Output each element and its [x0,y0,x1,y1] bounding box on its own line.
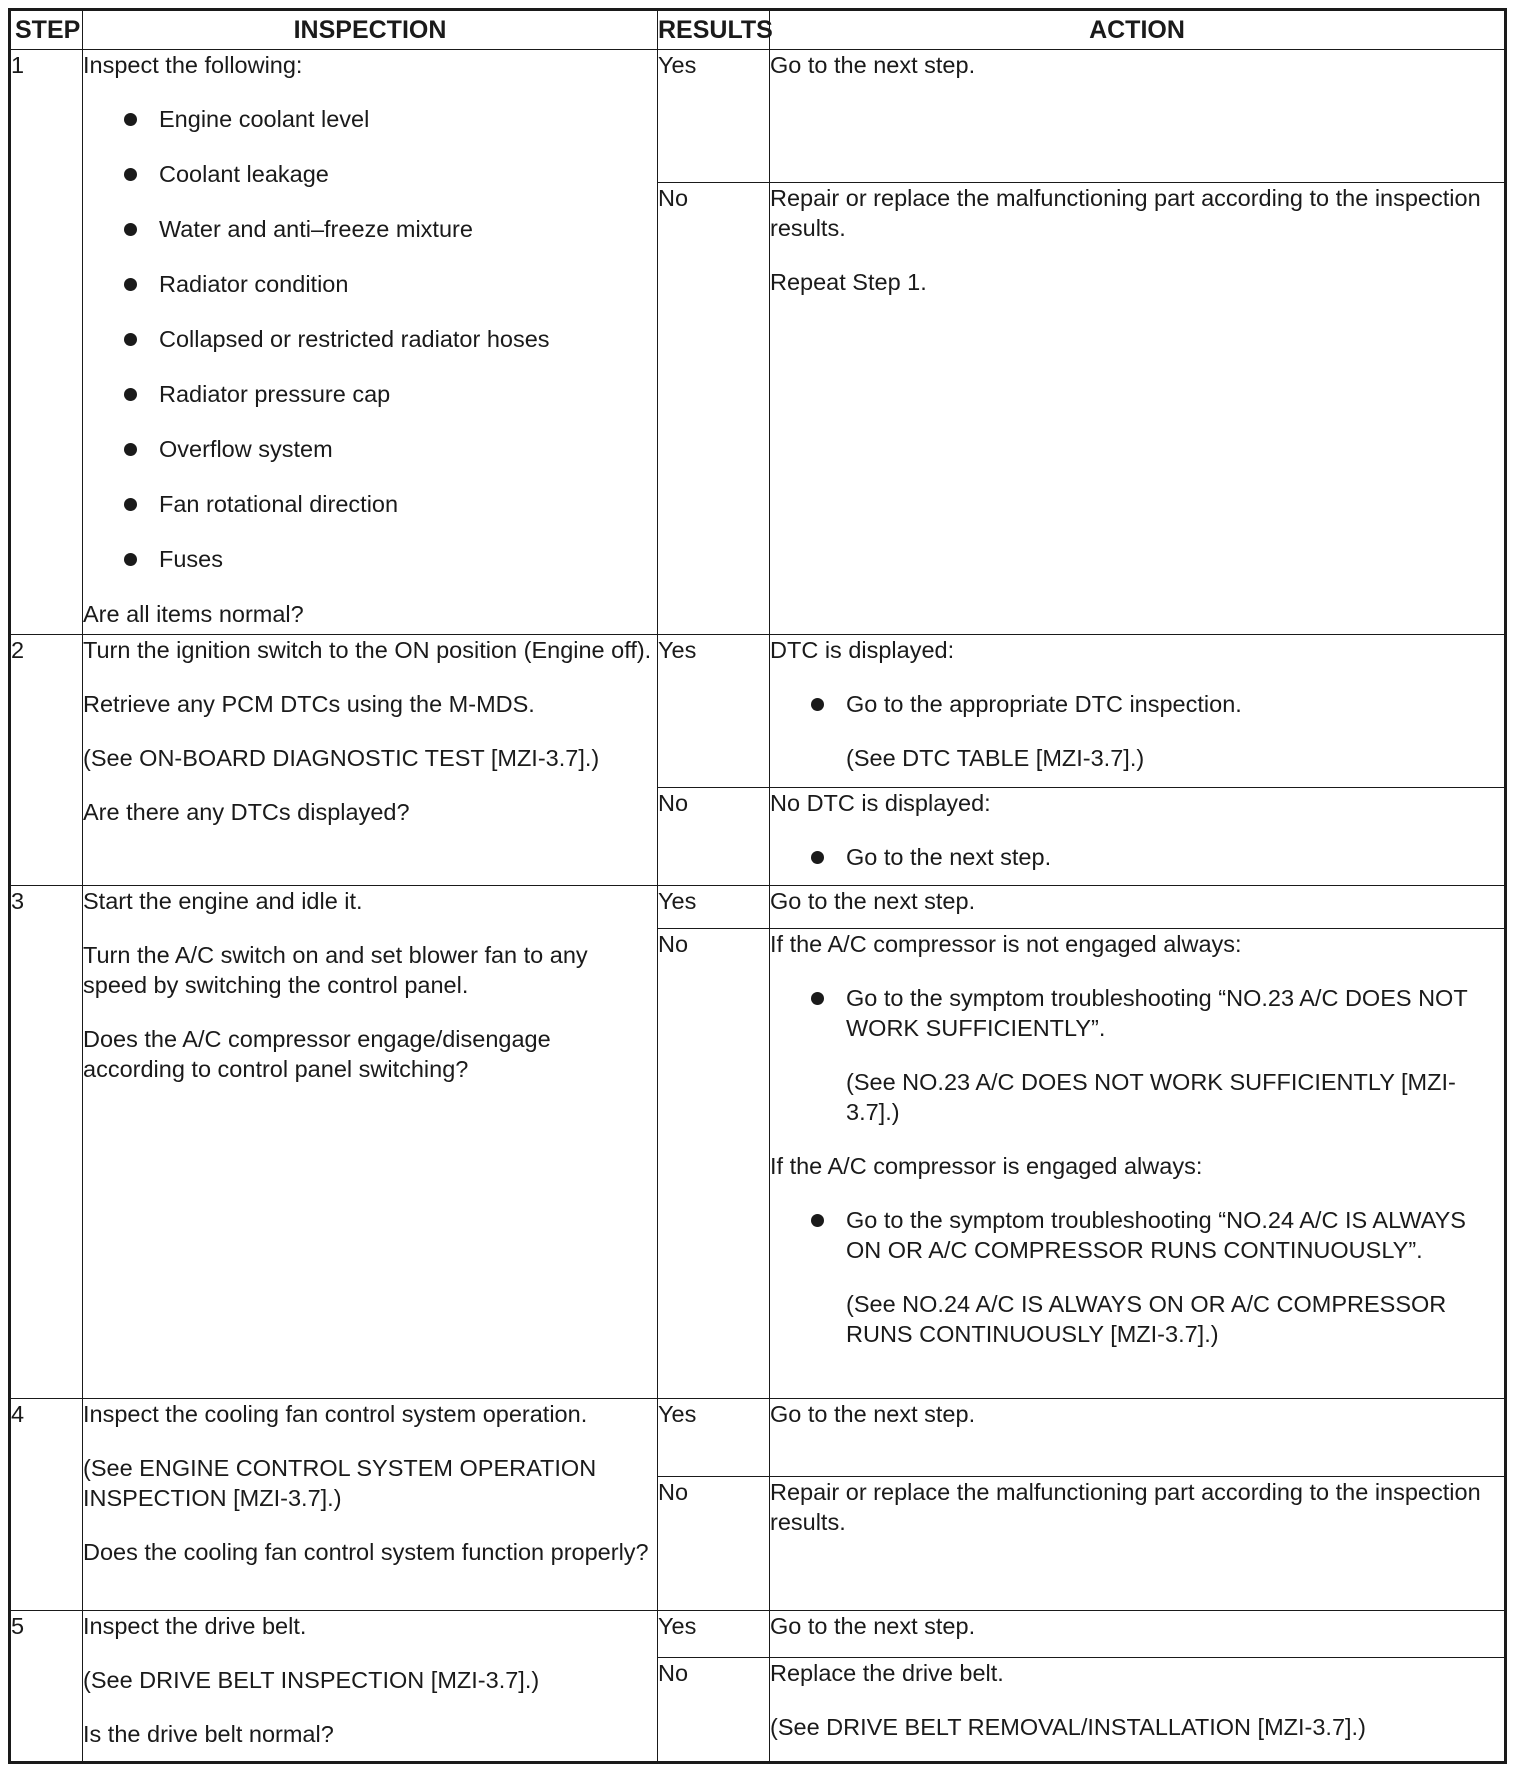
diagnostic-table [8,8,1507,1764]
bullet-icon [124,443,137,456]
header-action: ACTION [770,10,1506,50]
step-3-yes-row [10,886,1506,928]
bullet-icon [811,851,824,864]
step-5-yes-action: Go to the next step. [770,1610,1506,1657]
step-1-yes-action: Go to the next step. [770,50,1506,183]
step-1-yes-result: Yes [658,50,770,183]
step-2-inspection-1: Turn the ignition switch to the ON position (Engine off). [83,637,652,664]
step-5-no-action [770,1658,1506,1763]
step-1-item-4: Radiator condition [83,269,657,299]
step-1-number: 1 [10,50,83,635]
step-2-inspection-2: Retrieve any PCM DTCs using the M-MDS. [83,691,535,718]
step-1-item-7: Overflow system [83,434,657,464]
step-4-inspection-1: Inspect the cooling fan control system operation. [83,1400,588,1427]
step-4-inspection-2: (See ENGINE CONTROL SYSTEM OPERATION INSPECTION [MZI-3.7].) [83,1454,597,1511]
step-3-no-bullet-2: Go to the symptom troubleshooting “NO.24 A/C IS ALWAYS ON OR A/C COMPRESSOR RUNS CONTINUOUSLY”. [770,1205,1504,1265]
bullet-icon [124,168,137,181]
step-1-item-5: Collapsed or restricted radiator hoses [83,324,657,354]
bullet-icon [124,498,137,511]
step-1-inspection [83,50,658,635]
step-3-no-action [770,928,1506,1398]
bullet-icon [811,698,824,711]
step-1-yes-row [10,50,1506,183]
step-2-yes-action [770,635,1506,788]
step-1-item-1: Engine coolant level [83,104,657,134]
header-results: RESULTS [658,10,770,50]
step-5-inspection-1: Inspect the drive belt. [83,1612,307,1639]
bullet-icon [124,553,137,566]
header-inspection: INSPECTION [83,10,658,50]
bullet-icon [124,113,137,126]
step-5-no-action-ref: (See DRIVE BELT REMOVAL/INSTALLATION [MZI-3.7].) [770,1714,1366,1740]
step-1-item-3: Water and anti–freeze mixture [83,214,657,244]
step-4-no-action: Repair or replace the malfunctioning part according to the inspection results. [770,1477,1506,1610]
step-2-no-action [770,788,1506,886]
step-5-inspection-2: (See DRIVE BELT INSPECTION [MZI-3.7].) [83,1666,540,1693]
step-4-inspection [83,1398,658,1610]
step-5-question: Is the drive belt normal? [83,1720,334,1747]
step-4-yes-result: Yes [658,1398,770,1477]
step-1-item-2: Coolant leakage [83,159,657,189]
step-2-yes-row [10,635,1506,788]
step-2-no-bullet: Go to the next step. [770,842,1504,872]
step-1-item-6: Radiator pressure cap [83,379,657,409]
step-4-question: Does the cooling fan control system function properly? [83,1538,649,1565]
step-2-inspection-3: (See ON-BOARD DIAGNOSTIC TEST [MZI-3.7].) [83,745,600,772]
step-1-no-result: No [658,183,770,635]
step-1-item-9: Fuses [83,544,657,574]
header-step: STEP [10,10,83,50]
step-3-yes-action: Go to the next step. [770,886,1506,928]
step-5-yes-row [10,1610,1506,1657]
bullet-icon [124,223,137,236]
step-3-inspection-2: Turn the A/C switch on and set blower fan to any speed by switching the control panel. [83,942,588,999]
step-5-no-result: No [658,1658,770,1763]
step-1-inspection-intro: Inspect the following: [83,52,303,78]
step-2-yes-intro: DTC is displayed: [770,637,955,664]
step-5-yes-result: Yes [658,1610,770,1657]
bullet-icon [811,992,824,1005]
step-3-no-ref-1: (See NO.23 A/C DOES NOT WORK SUFFICIENTLY [MZI-3.7].) [846,1068,1456,1125]
bullet-icon [124,278,137,291]
step-2-yes-result: Yes [658,635,770,788]
step-2-inspection [83,635,658,886]
step-2-no-result: No [658,788,770,886]
bullet-icon [124,333,137,346]
step-4-yes-row [10,1398,1506,1477]
header-row [10,10,1506,50]
step-3-no-intro-1: If the A/C compressor is not engaged always: [770,930,1242,957]
step-1-no-action-repeat: Repeat Step 1. [770,269,927,296]
step-4-no-result: No [658,1477,770,1610]
step-3-no-intro-2: If the A/C compressor is engaged always: [770,1152,1203,1179]
step-5-number: 5 [10,1610,83,1762]
step-3-question: Does the A/C compressor engage/disengage according to control panel switching? [83,1026,551,1083]
step-1-item-8: Fan rotational direction [83,489,657,519]
bullet-icon [124,388,137,401]
step-3-no-result: No [658,928,770,1398]
step-2-no-intro: No DTC is displayed: [770,790,991,817]
step-3-inspection-1: Start the engine and idle it. [83,888,363,915]
step-3-no-bullet-1: Go to the symptom troubleshooting “NO.23 A/C DOES NOT WORK SUFFICIENTLY”. [770,983,1504,1043]
step-4-number: 4 [10,1398,83,1610]
step-5-no-action-text: Replace the drive belt. [770,1660,1004,1686]
step-4-yes-action: Go to the next step. [770,1398,1506,1477]
step-3-no-ref-2: (See NO.24 A/C IS ALWAYS ON OR A/C COMPRESSOR RUNS CONTINUOUSLY [MZI-3.7].) [846,1290,1447,1347]
step-2-yes-bullet: Go to the appropriate DTC inspection. [770,689,1504,719]
step-1-no-action-text: Repair or replace the malfunctioning part according to the inspection results. [770,185,1481,242]
step-1-no-action [770,183,1506,635]
bullet-icon [811,1214,824,1227]
step-2-yes-ref: (See DTC TABLE [MZI-3.7].) [846,745,1145,772]
step-3-yes-result: Yes [658,886,770,928]
step-3-number: 3 [10,886,83,1398]
step-3-inspection [83,886,658,1398]
step-2-question: Are there any DTCs displayed? [83,799,410,826]
step-5-inspection [83,1610,658,1762]
step-2-number: 2 [10,635,83,886]
step-1-question: Are all items normal? [83,601,304,627]
